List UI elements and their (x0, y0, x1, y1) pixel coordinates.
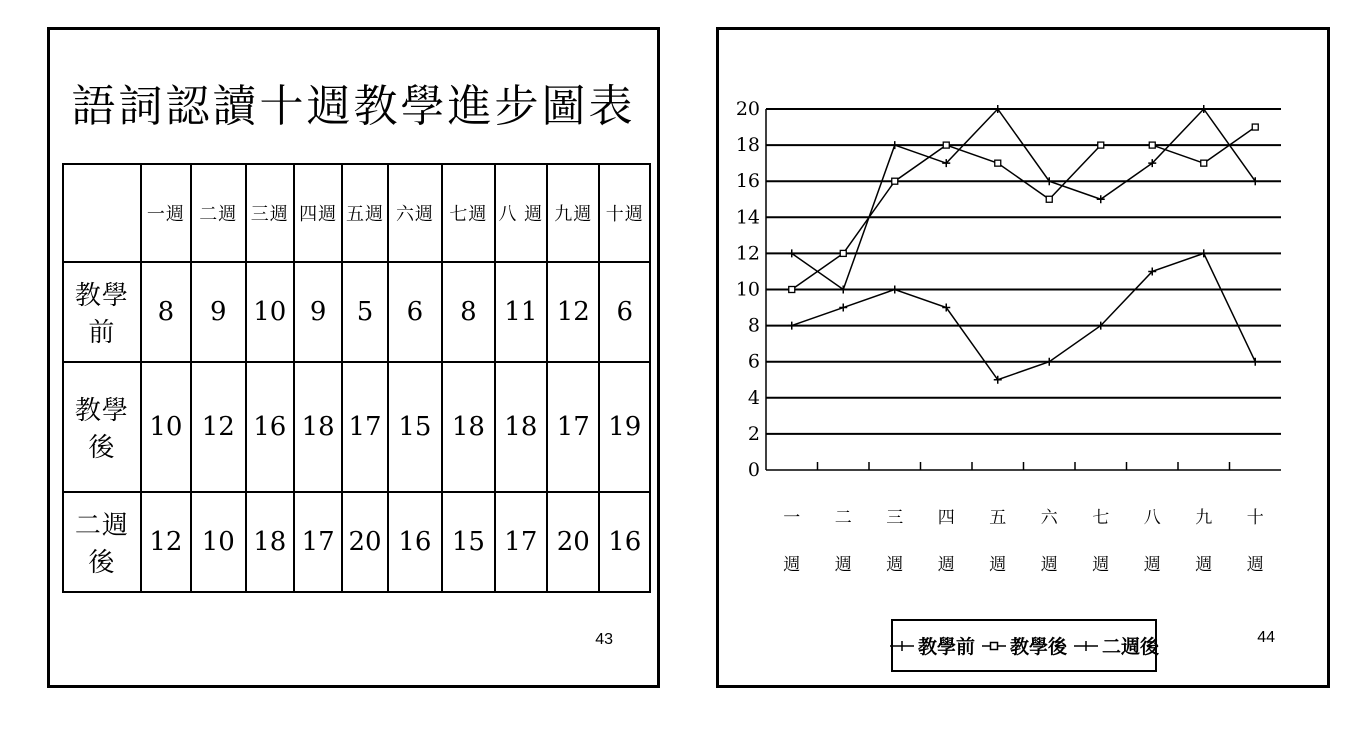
table-cell: 10 (191, 492, 245, 592)
x-tick-label: 一 (783, 508, 801, 528)
slide-43 (47, 27, 660, 688)
table-header-cell: 三週 (246, 164, 294, 262)
table-cell: 17 (547, 362, 599, 492)
table-header-cell: 七週 (442, 164, 494, 262)
table-header-cell: 八 週 (495, 164, 547, 262)
table-cell: 12 (191, 362, 245, 492)
y-tick-label: 6 (747, 350, 760, 373)
table-cell: 8 (442, 262, 494, 362)
page-number: 44 (1257, 629, 1275, 646)
line-chart (719, 30, 1327, 610)
table-header-cell: 四週 (294, 164, 342, 262)
x-tick-label: 週 (1246, 555, 1264, 575)
table-cell: 10 (141, 362, 191, 492)
x-tick-label: 週 (1143, 555, 1161, 575)
table-cell: 20 (342, 492, 387, 592)
table-cell: 10 (246, 262, 294, 362)
table-cell: 20 (547, 492, 599, 592)
table-cell: 11 (495, 262, 547, 362)
table-header-cell: 二週 (191, 164, 245, 262)
data-point-plus (1200, 249, 1208, 257)
x-tick-label: 五 (989, 508, 1007, 528)
y-tick-label: 0 (747, 459, 760, 481)
data-point-plus (1251, 358, 1259, 366)
legend-label: 二週後 (1102, 636, 1160, 658)
table-header-cell: 九週 (547, 164, 599, 262)
data-point-square (1201, 160, 1207, 166)
data-point-square (892, 178, 898, 184)
slide-title: 語詞認讀十週教學進步圖表 (71, 81, 636, 132)
data-point-square (943, 142, 949, 148)
series-line (792, 127, 1256, 289)
y-tick-label: 16 (735, 170, 760, 193)
x-tick-label: 四 (937, 508, 955, 528)
plus-marker-icon (889, 640, 915, 652)
x-tick-label: 週 (834, 555, 852, 575)
table-cell: 6 (599, 262, 650, 362)
table-cell: 12 (141, 492, 191, 592)
x-tick-label: 七 (1092, 508, 1110, 528)
table-header-cell: 六週 (388, 164, 442, 262)
data-point-square (995, 160, 1001, 166)
data-point-square (1149, 142, 1155, 148)
table-header-row (63, 164, 650, 262)
table-cell: 18 (495, 362, 547, 492)
legend-item (1073, 632, 1159, 659)
x-tick-label: 八 (1143, 508, 1161, 528)
table-cell: 9 (191, 262, 245, 362)
table-cell: 5 (342, 262, 387, 362)
row-label: 教學後 (63, 362, 141, 492)
x-tick-label: 週 (886, 555, 904, 575)
x-tick-label: 週 (989, 555, 1007, 575)
table-header-cell (63, 164, 141, 262)
progress-table (62, 163, 651, 593)
table-cell: 12 (547, 262, 599, 362)
x-tick-label: 週 (1195, 555, 1213, 575)
data-point-plus (891, 286, 899, 294)
series-line (792, 109, 1256, 290)
y-tick-label: 8 (747, 314, 760, 337)
table-cell: 16 (599, 492, 650, 592)
table-cell: 16 (246, 362, 294, 492)
legend-item (981, 632, 1067, 659)
y-tick-label: 18 (735, 134, 760, 157)
table-cell: 17 (495, 492, 547, 592)
table-cell: 6 (388, 262, 442, 362)
row-label: 教學前 (63, 262, 141, 362)
table-cell: 8 (141, 262, 191, 362)
y-tick-label: 10 (735, 278, 760, 301)
x-tick-label: 週 (1040, 555, 1058, 575)
table-row (63, 362, 650, 492)
chart-legend (891, 619, 1160, 672)
x-tick-label: 週 (937, 555, 955, 575)
y-tick-label: 12 (735, 242, 760, 265)
row-label: 二週後 (63, 492, 141, 592)
table-cell: 15 (388, 362, 442, 492)
page-number: 43 (595, 631, 613, 648)
table-cell: 18 (246, 492, 294, 592)
data-point-square (789, 287, 795, 293)
table-cell: 18 (442, 362, 494, 492)
legend-item (889, 632, 975, 659)
x-tick-label: 六 (1040, 508, 1058, 528)
data-point-square (840, 250, 846, 256)
y-tick-label: 20 (735, 98, 760, 120)
data-point-plus (788, 322, 796, 330)
data-point-square (1046, 196, 1052, 202)
y-tick-label: 14 (735, 206, 760, 229)
legend-label: 教學後 (1010, 636, 1068, 658)
table-row (63, 492, 650, 592)
table-cell: 19 (599, 362, 650, 492)
x-tick-label: 週 (1092, 555, 1110, 575)
x-tick-label: 週 (783, 555, 801, 575)
plus-marker-icon (1073, 640, 1099, 652)
table-cell: 16 (388, 492, 442, 592)
table-row (63, 262, 650, 362)
y-tick-label: 4 (747, 386, 760, 409)
data-point-square (1098, 142, 1104, 148)
y-tick-label: 2 (747, 422, 760, 445)
x-tick-label: 九 (1195, 508, 1213, 528)
table-cell: 17 (342, 362, 387, 492)
table-cell: 15 (442, 492, 494, 592)
table-header-cell: 五週 (342, 164, 387, 262)
data-point-plus (891, 141, 899, 149)
square-marker-icon (981, 640, 1007, 652)
table-header-cell: 十週 (599, 164, 650, 262)
table-cell: 9 (294, 262, 342, 362)
x-tick-label: 二 (834, 508, 852, 528)
table-cell: 18 (294, 362, 342, 492)
x-tick-label: 三 (886, 508, 904, 528)
table-cell: 17 (294, 492, 342, 592)
data-point-square (1252, 124, 1258, 130)
data-point-plus (839, 304, 847, 312)
legend-label: 教學前 (917, 636, 975, 658)
x-tick-label: 十 (1246, 508, 1264, 528)
slide-44 (716, 27, 1330, 688)
table-header-cell: 一週 (141, 164, 191, 262)
